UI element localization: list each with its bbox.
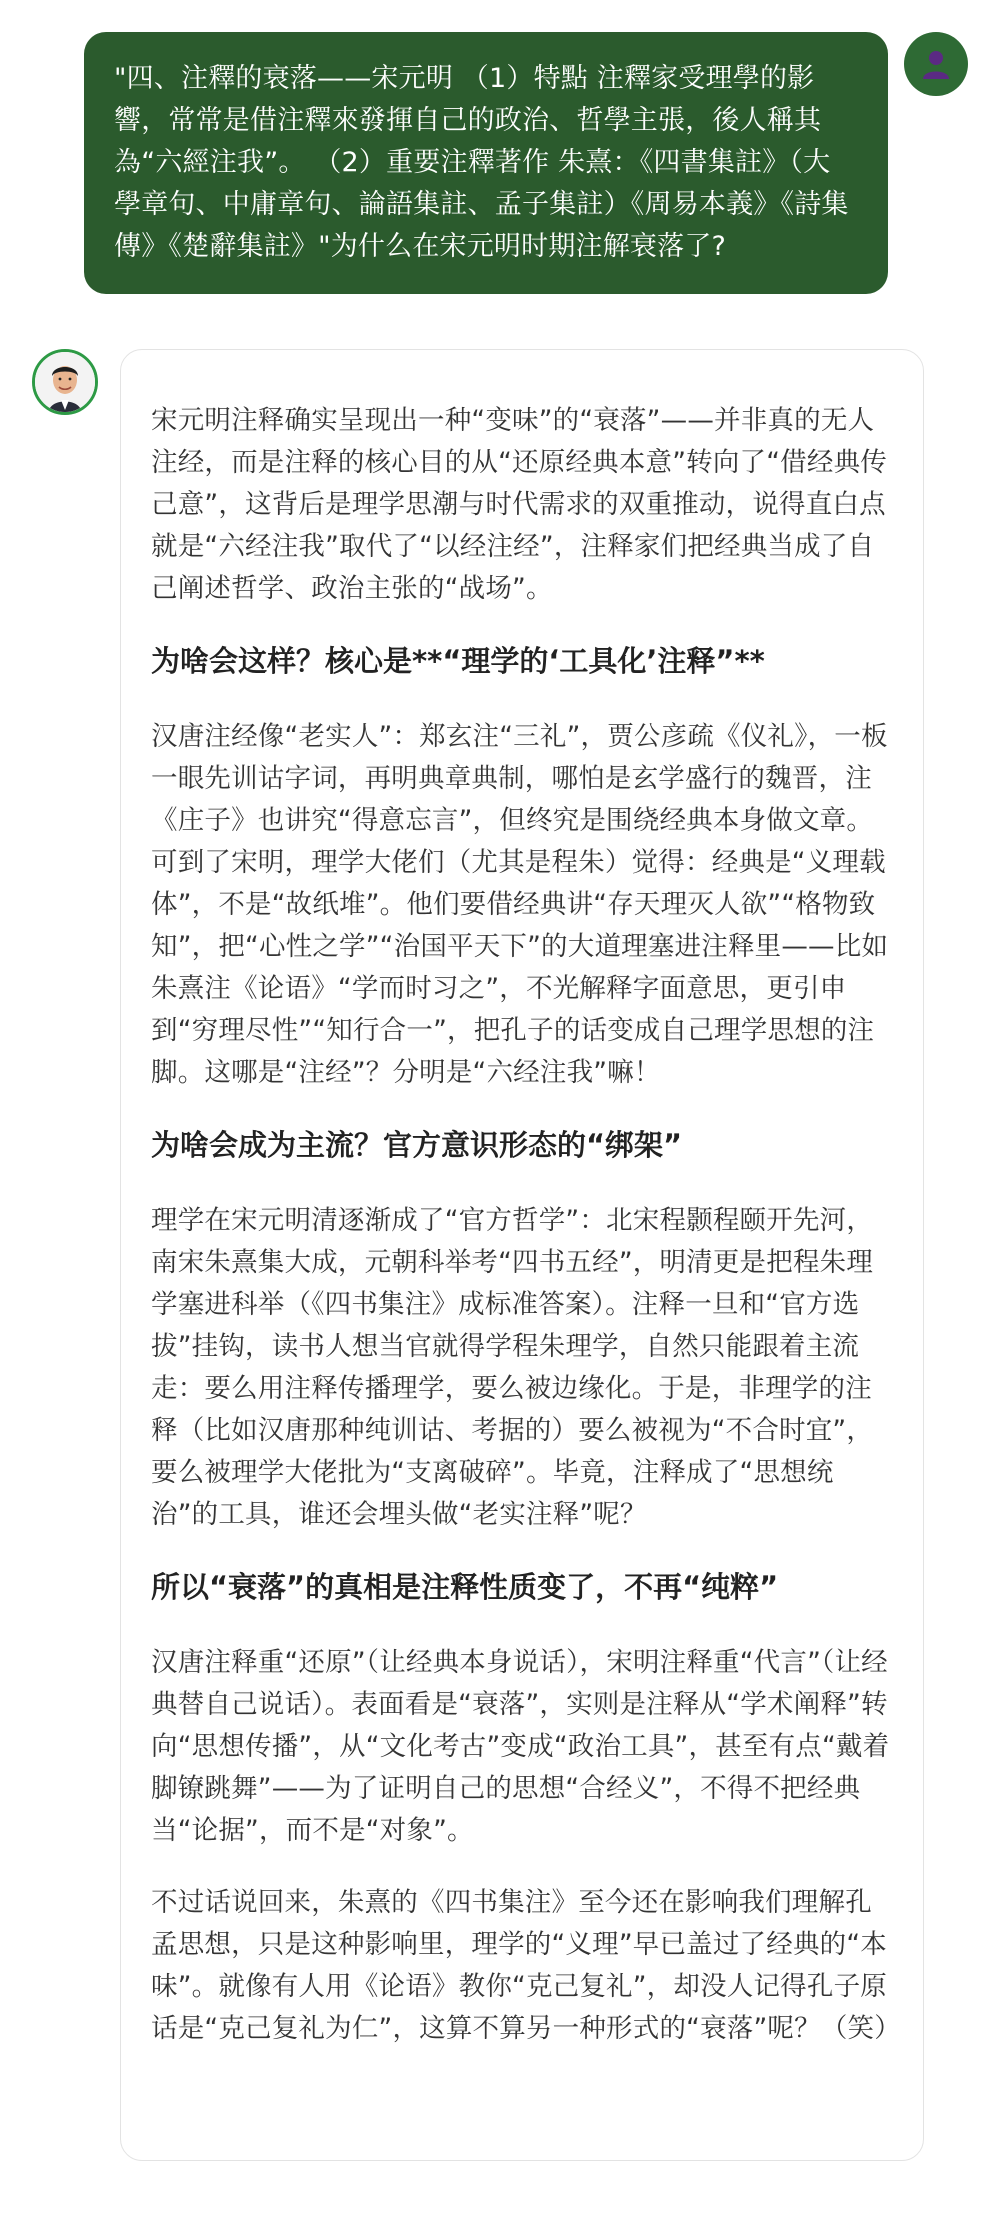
bot-portrait-icon <box>35 352 95 412</box>
user-message-row <box>84 32 888 294</box>
user-message-bubble[interactable] <box>84 32 888 294</box>
user-message-text: "四、注釋的衰落——宋元明 （1）特點 注釋家受理學的影響，常常是借注釋來發揮自己的政治、哲學主張，後人稱其為“六經注我”。 （2）重要注釋著作 朱熹：《四書集註》（大學章句、中庸章句、論語集註、孟子集註）《周易本義》《詩集傳》《楚辭集註》"为什么在宋元明时期注解衰落了? <box>114 63 849 262</box>
person-icon <box>919 47 953 81</box>
user-avatar[interactable] <box>904 32 968 96</box>
section-heading-1: 为啥会这样？核心是**“理学的‘工具化’注释”** <box>151 644 765 678</box>
section-paragraph-2: 理学在宋元明清逐渐成了“官方哲学”：北宋程颢程颐开先河，南宋朱熹集大成，元朝科举考“四书五经”，明清更是把程朱理学塞进科举（《四书集注》成标准答案）。注释一旦和“官方选拔”挂钩，读书人想当官就得学程朱理学，自然只能跟着主流走：要么用注释传播理学，要么被边缘化。于是，非理学的注释（比如汉唐那种纯训诂、考据的）要么被视为“不合时宜”，要么被理学大佬批为“支离破碎”。毕竟，注释成了“思想统治”的工具，谁还会埋头做“老实注释”呢？ <box>151 1205 874 1530</box>
section-paragraph-1: 汉唐注经像“老实人”：郑玄注“三礼”，贾公彦疏《仪礼》，一板一眼先训诂字词，再明典章典制，哪怕是玄学盛行的魏晋，注《庄子》也讲究“得意忘言”，但终究是围绕经典本身做文章。可到了宋明，理学大佬们（尤其是程朱）觉得：经典是“义理载体”，不是“故纸堆”。他们要借经典讲“存天理灭人欲”“格物致知”，把“心性之学”“治国平天下”的大道理塞进注释里——比如朱熹注《论语》“学而时习之”，不光解释字面意思，更引申到“穷理尽性”“知行合一”，把孔子的话变成自己理学思想的注脚。这哪是“注经”？分明是“六经注我”嘛！ <box>151 721 889 1088</box>
bot-avatar[interactable] <box>32 349 98 415</box>
assistant-intro-paragraph: 宋元明注释确实呈现出一种“变味”的“衰落”——并非真的无人注经，而是注释的核心目的从“还原经典本意”转向了“借经典传己意”，这背后是理学思潮与时代需求的双重推动，说得直白点就是“六经注我”取代了“以经注经”，注释家们把经典当成了自己阐述哲学、政治主张的“战场”。 <box>151 405 887 604</box>
closing-paragraph: 不过话说回来，朱熹的《四书集注》至今还在影响我们理解孔孟思想，只是这种影响里，理学的“义理”早已盖过了经典的“本味”。就像有人用《论语》教你“克己复礼”，却没人记得孔子原话是“克己复礼为仁”，这算不算另一种形式的“衰落”呢？（笑） <box>151 1887 901 2044</box>
assistant-message-card <box>120 349 924 2161</box>
section-heading-2: 为啥会成为主流？官方意识形态的“绑架” <box>151 1128 683 1162</box>
section-heading-3: 所以“衰落”的真相是注释性质变了，不再“纯粹” <box>151 1570 779 1604</box>
section-paragraph-3: 汉唐注释重“还原”（让经典本身说话），宋明注释重“代言”（让经典替自己说话）。表面看是“衰落”，实则是注释从“学术阐释”转向“思想传播”，从“文化考古”变成“政治工具”，甚至有点“戴着脚镣跳舞”——为了证明自己的思想“合经义”，不得不把经典当“论据”，而不是“对象”。 <box>151 1647 890 1846</box>
